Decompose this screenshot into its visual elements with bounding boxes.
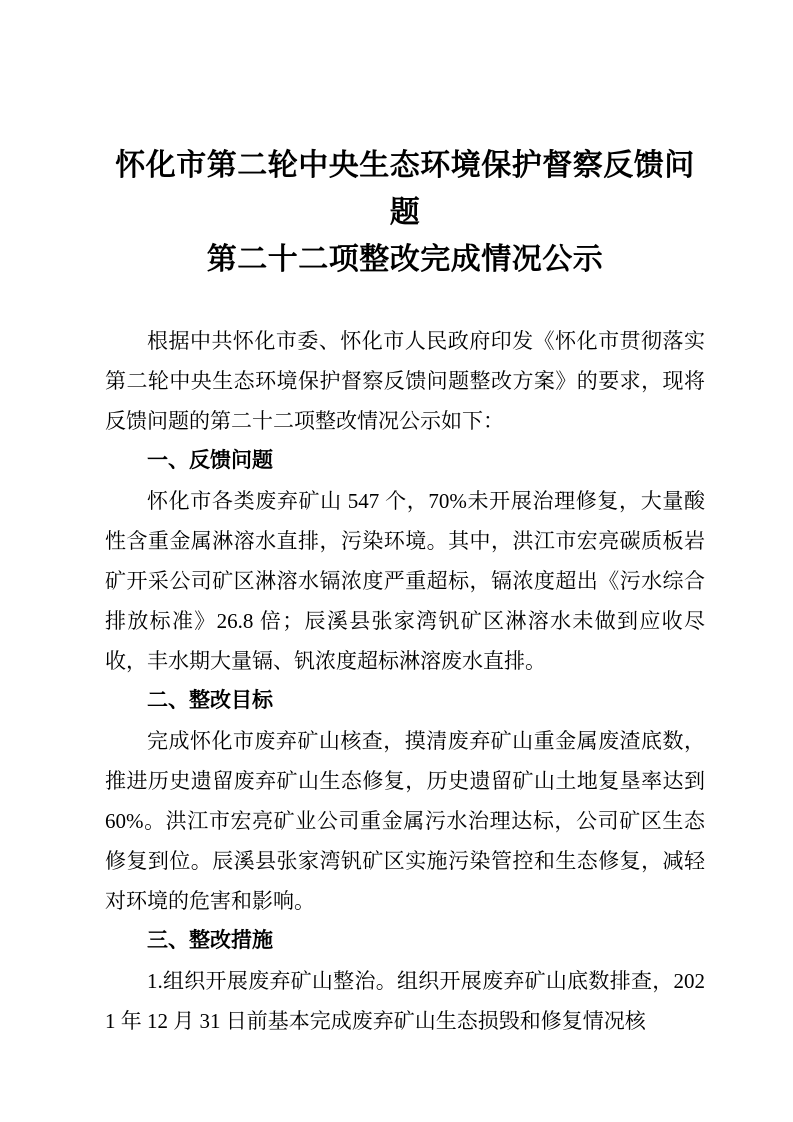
intro-paragraph: 根据中共怀化市委、怀化市人民政府印发《怀化市贯彻落实第二轮中央生态环境保护督察反馈问题整改方案》的要求，现将反馈问题的第二十二项整改情况公示如下： — [105, 329, 705, 433]
section-3-heading: 三、整改措施 — [147, 929, 273, 952]
title-line-1: 怀化市第二轮中央生态环境保护督察反馈问题 — [115, 149, 695, 229]
title-line-2: 第二十二项整改完成情况公示 — [206, 243, 604, 276]
document-title — [105, 142, 705, 283]
section-3-paragraph: 1.组织开展废弃矿山整治。组织开展废弃矿山底数排查，2021 年 12 月 31 日前基本完成废弃矿山生态损毁和修复情况核 — [105, 969, 705, 1033]
section-2-paragraph: 完成怀化市废弃矿山核查，摸清废弃矿山重金属废渣底数，推进历史遗留废弃矿山生态修复，历史遗留矿山土地复垦率达到 60%。洪江市宏亮矿业公司重金属污水治理达标，公司矿区生态修复到位。辰溪县张家湾钒矿区实施污染管控和生态修复，减轻对环境的危害和影响。 — [105, 729, 705, 913]
section-2-heading: 二、整改目标 — [147, 689, 273, 712]
section-1-paragraph: 怀化市各类废弃矿山 547 个，70%未开展治理修复，大量酸性含重金属淋溶水直排，污染环境。其中，洪江市宏亮碳质板岩矿开采公司矿区淋溶水镉浓度严重超标，镉浓度超出《污水综合排放标准》26.8 倍；辰溪县张家湾钒矿区淋溶水未做到应收尽收，丰水期大量镉、钒浓度超标淋溶废水直排。 — [105, 489, 705, 673]
section-1-heading: 一、反馈问题 — [147, 449, 273, 472]
